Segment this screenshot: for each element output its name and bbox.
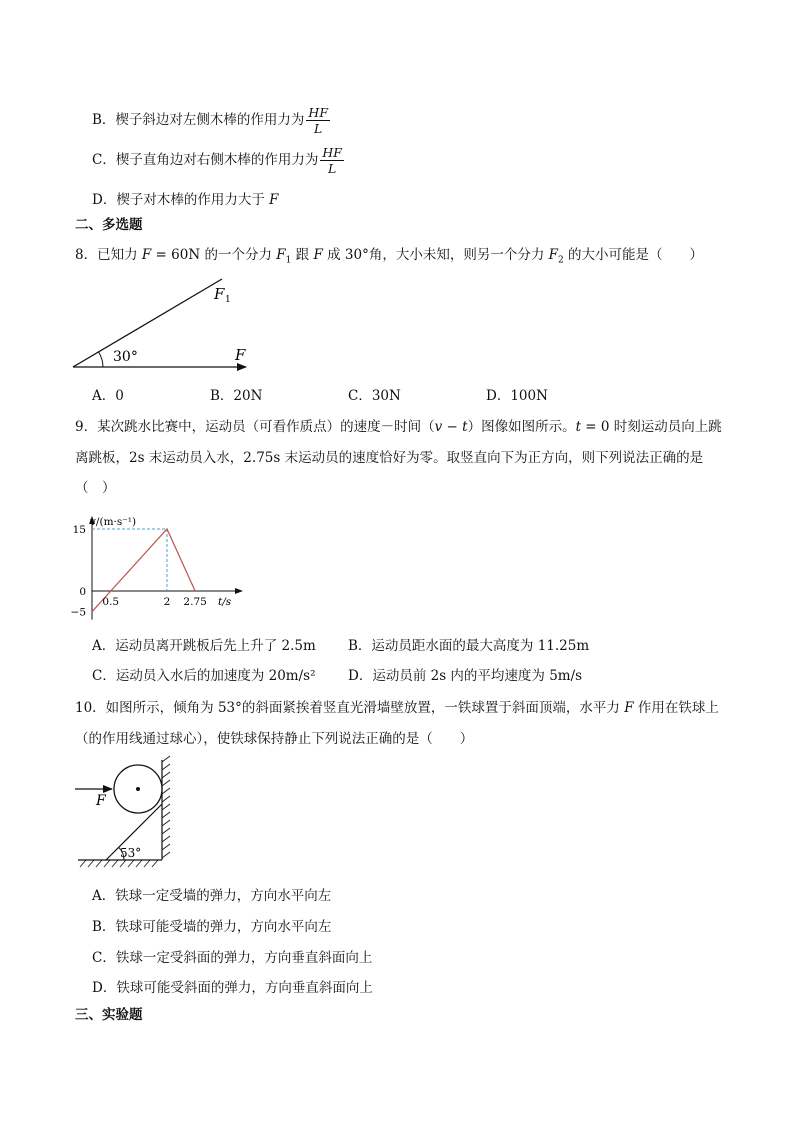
- fraction-numerator: HF: [322, 145, 342, 160]
- variable-v: v: [434, 419, 443, 435]
- x-tick-label: 2.75: [183, 596, 207, 608]
- q9-text: ）图像如图所示。: [467, 419, 576, 435]
- q8-option-b: B．20N: [210, 388, 263, 404]
- q9-option-a: A．运动员离开跳板后先上升了 2.5m: [92, 638, 316, 654]
- f1-label: F: [214, 285, 225, 303]
- q9-text: = 0 时刻运动员向上跳: [581, 419, 722, 435]
- q10-text: 作用在铁球上: [633, 700, 719, 716]
- fraction-denominator: L: [314, 121, 323, 136]
- q8-text: 的大小可能是（ ）: [563, 247, 704, 263]
- q8-text: = 60N 的一个分力: [151, 247, 277, 263]
- q9-option-c: C．运动员入水后的加速度为 20m/s²: [92, 668, 316, 684]
- fraction-numerator: HF: [308, 105, 328, 120]
- q9-stem-line2: 离跳板，2s 末运动员入水，2.75s 末运动员的速度恰好为零。取竖直向下为正方向，则下列说法正确的是: [75, 450, 704, 466]
- q10-option-c: C．铁球一定受斜面的弹力，方向垂直斜面向上: [92, 950, 373, 966]
- q8-option-a: A．0: [92, 388, 124, 404]
- y-tick-label: 15: [72, 524, 86, 536]
- q10-option-b: B．铁球可能受墙的弹力，方向水平向左: [92, 919, 332, 935]
- q9-text: −: [442, 419, 463, 435]
- force-f-label: F: [96, 793, 106, 809]
- x-tick-label: 0.5: [102, 596, 120, 608]
- q8-option-d: D．100N: [486, 388, 548, 404]
- f1-label-subscript: 1: [225, 295, 231, 305]
- y-tick-label: −5: [70, 606, 86, 619]
- f-label: F: [235, 346, 246, 364]
- y-tick-label: 0: [79, 586, 86, 598]
- q10-option-d: D．铁球可能受斜面的弹力，方向垂直斜面向上: [92, 980, 373, 996]
- q8-option-c: C．30N: [348, 388, 401, 404]
- q8-text: 8．已知力: [75, 247, 142, 263]
- q8-text: 跟: [291, 247, 314, 263]
- wall-hatching: [162, 756, 170, 858]
- variable-f: F: [313, 247, 323, 263]
- x-axis-label: t/s: [218, 596, 232, 608]
- variable-t: t: [462, 419, 468, 435]
- q9-option-b: B．运动员距水面的最大高度为 11.25m: [348, 638, 590, 654]
- variable-f2: F: [548, 247, 558, 263]
- q7-option-d-text: D．楔子对木棒的作用力大于: [92, 192, 270, 208]
- x-tick-label: 2: [163, 596, 171, 608]
- q9-option-d: D．运动员前 2s 内的平均速度为 5m/s: [348, 668, 583, 684]
- variable-t: t: [575, 419, 582, 435]
- ground-hatching: [80, 860, 158, 867]
- variable-f1: F: [276, 247, 286, 263]
- incline-angle-label: 53°: [120, 846, 142, 860]
- q10-text: 10．如图所示，倾角为 53°的斜面紧挨着竖直光滑墙壁放置，一铁球置于斜面顶端，水平力: [75, 700, 625, 716]
- variable-f: F: [141, 247, 152, 263]
- q7-option-c-text: C．楔子直角边对右侧木棒的作用力为: [92, 152, 319, 168]
- y-axis-label: v/(m·s⁻¹): [90, 516, 137, 528]
- fraction-denominator: L: [327, 161, 337, 176]
- q7-option-b-text: B．楔子斜边对左侧木棒的作用力为: [92, 112, 305, 128]
- angle-label: 30°: [113, 349, 138, 365]
- ball-center-dot: [136, 787, 140, 791]
- q9-stem-line3: （ ）: [75, 480, 116, 496]
- variable-f: F: [269, 192, 279, 208]
- variable-f: F: [624, 700, 634, 716]
- q10-stem-line2: （的作用线通过球心），使铁球保持静止下列说法正确的是（ ）: [75, 731, 474, 747]
- q10-option-a: A．铁球一定受墙的弹力，方向水平向左: [92, 888, 332, 904]
- subscript: 1: [285, 255, 292, 266]
- q8-text: 成 30°角，大小未知，则另一个分力: [322, 247, 549, 263]
- subscript: 2: [558, 255, 564, 266]
- section-title-multiple-choice: 二、多选题: [75, 217, 143, 233]
- section-title-experiment: 三、实验题: [75, 1007, 143, 1023]
- q9-text: 9．某次跳水比赛中，运动员（可看作质点）的速度－时间（: [75, 419, 435, 435]
